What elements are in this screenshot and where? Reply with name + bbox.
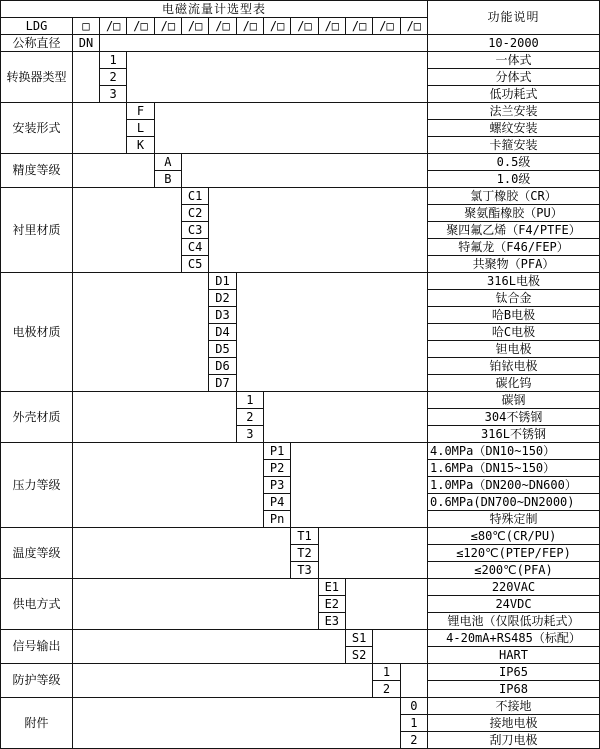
option-desc: HART	[428, 647, 600, 664]
option-desc: ≤80℃(CR/PU)	[428, 528, 600, 545]
option-desc: 0.6MPa(DN700~DN2000)	[428, 494, 600, 511]
option-desc: ≤120℃(PTEP/FEP)	[428, 545, 600, 562]
option-row	[1, 698, 600, 715]
option-desc: 钛合金	[428, 290, 600, 307]
field-label: 附件	[1, 698, 73, 749]
option-desc: 304不锈钢	[428, 409, 600, 426]
option-code: L	[127, 120, 154, 137]
option-desc: 220VAC	[428, 579, 600, 596]
field-label: 衬里材质	[1, 188, 73, 273]
model-prefix: LDG	[1, 18, 73, 35]
option-code: 2	[236, 409, 263, 426]
option-code: D7	[209, 375, 236, 392]
field-right-gap	[100, 35, 428, 52]
option-desc: 螺纹安装	[428, 120, 600, 137]
option-desc: 一体式	[428, 52, 600, 69]
field-label: 压力等级	[1, 443, 73, 528]
field-left-gap	[73, 630, 346, 664]
field-right-gap	[291, 443, 428, 528]
option-code: 2	[400, 732, 427, 749]
field-right-gap	[181, 154, 427, 188]
option-desc: 4.0MPa（DN10~150）	[428, 443, 600, 460]
option-desc: 特殊定制	[428, 511, 600, 528]
option-desc: 碳钢	[428, 392, 600, 409]
option-desc: 4-20mA+RS485（标配）	[428, 630, 600, 647]
field-label: 精度等级	[1, 154, 73, 188]
field-label: 防护等级	[1, 664, 73, 698]
field-left-gap	[73, 154, 155, 188]
field-left-gap	[73, 103, 127, 154]
option-code: D4	[209, 324, 236, 341]
field-left-gap	[73, 392, 237, 443]
option-row	[1, 579, 600, 596]
option-code: P4	[263, 494, 290, 511]
option-desc: 铂铱电极	[428, 358, 600, 375]
option-code: D3	[209, 307, 236, 324]
field-right-gap	[154, 103, 427, 154]
field-label: 温度等级	[1, 528, 73, 579]
model-slot-cell: /□	[318, 18, 345, 35]
option-code: 2	[100, 69, 127, 86]
field-right-gap	[400, 664, 427, 698]
option-code: T3	[291, 562, 318, 579]
option-code: D6	[209, 358, 236, 375]
option-code: E2	[318, 596, 345, 613]
option-desc: 接地电极	[428, 715, 600, 732]
option-row	[1, 443, 600, 460]
option-desc: 氯丁橡胶（CR）	[428, 188, 600, 205]
option-row	[1, 630, 600, 647]
option-row	[1, 273, 600, 290]
option-row	[1, 52, 600, 69]
field-label: 信号输出	[1, 630, 73, 664]
model-slot-cell: /□	[236, 18, 263, 35]
option-code: C1	[181, 188, 208, 205]
option-code: D2	[209, 290, 236, 307]
model-slot-cell: /□	[100, 18, 127, 35]
option-desc: 聚氨酯橡胶（PU）	[428, 205, 600, 222]
field-label: 安装形式	[1, 103, 73, 154]
option-code: 1	[100, 52, 127, 69]
option-desc: 低功耗式	[428, 86, 600, 103]
option-code: 2	[373, 681, 400, 698]
option-code: C3	[181, 222, 208, 239]
option-code: T2	[291, 545, 318, 562]
option-code: 1	[400, 715, 427, 732]
option-desc: 刮刀电极	[428, 732, 600, 749]
field-left-gap	[73, 579, 319, 630]
option-row	[1, 664, 600, 681]
option-desc: 哈B电极	[428, 307, 600, 324]
field-right-gap	[209, 188, 428, 273]
option-row	[1, 528, 600, 545]
field-left-gap	[73, 528, 291, 579]
model-first-box: □	[73, 18, 100, 35]
field-right-gap	[263, 392, 427, 443]
function-column-header: 功能说明	[428, 1, 600, 35]
title-row	[1, 1, 600, 18]
option-code: D1	[209, 273, 236, 290]
option-code: P3	[263, 477, 290, 494]
option-desc: ≤200℃(PFA)	[428, 562, 600, 579]
option-code: P2	[263, 460, 290, 477]
option-code: E1	[318, 579, 345, 596]
option-code: S1	[345, 630, 372, 647]
field-right-gap	[236, 273, 427, 392]
option-code: E3	[318, 613, 345, 630]
option-desc: 钽电极	[428, 341, 600, 358]
option-desc: 1.0MPa（DN200~DN600）	[428, 477, 600, 494]
option-row	[1, 103, 600, 120]
model-slot-cell: /□	[291, 18, 318, 35]
option-desc: 0.5级	[428, 154, 600, 171]
field-label: 转换器类型	[1, 52, 73, 103]
model-slot-cell: /□	[127, 18, 154, 35]
option-desc: 1.0级	[428, 171, 600, 188]
model-slot-cell: /□	[345, 18, 372, 35]
option-desc: 316L不锈钢	[428, 426, 600, 443]
model-slot-cell: /□	[154, 18, 181, 35]
model-slot-cell: /□	[209, 18, 236, 35]
option-desc: 316L电极	[428, 273, 600, 290]
option-code: 3	[100, 86, 127, 103]
field-label: 公称直径	[1, 35, 73, 52]
option-code: C2	[181, 205, 208, 222]
option-row	[1, 154, 600, 171]
field-right-gap	[127, 52, 428, 103]
option-code: S2	[345, 647, 372, 664]
option-code: 1	[236, 392, 263, 409]
option-desc: 24VDC	[428, 596, 600, 613]
field-left-gap	[73, 52, 100, 103]
option-desc: 法兰安装	[428, 103, 600, 120]
field-label: 外壳材质	[1, 392, 73, 443]
option-code: P1	[263, 443, 290, 460]
option-desc: 碳化钨	[428, 375, 600, 392]
option-desc: 特氟龙（F46/FEP）	[428, 239, 600, 256]
option-desc: 分体式	[428, 69, 600, 86]
field-left-gap	[73, 664, 373, 698]
model-slot-cell: /□	[181, 18, 208, 35]
option-code: F	[127, 103, 154, 120]
option-code: A	[154, 154, 181, 171]
field-label: 供电方式	[1, 579, 73, 630]
option-code: C5	[181, 256, 208, 273]
option-code: T1	[291, 528, 318, 545]
field-left-gap	[73, 188, 182, 273]
option-row	[1, 392, 600, 409]
option-desc: 10-2000	[428, 35, 600, 52]
field-right-gap	[373, 630, 428, 664]
option-desc: 锂电池（仅限低功耗式）	[428, 613, 600, 630]
option-code: K	[127, 137, 154, 154]
option-row	[1, 35, 600, 52]
option-desc: 聚四氟乙烯（F4/PTFE）	[428, 222, 600, 239]
option-desc: 哈C电极	[428, 324, 600, 341]
option-desc: 卡箍安装	[428, 137, 600, 154]
option-desc: 1.6MPa（DN15~150）	[428, 460, 600, 477]
field-left-gap	[73, 698, 401, 749]
option-code: DN	[73, 35, 100, 52]
selection-table-body	[1, 1, 600, 749]
field-right-gap	[345, 579, 427, 630]
model-slot-cell: /□	[263, 18, 290, 35]
option-code: Pn	[263, 511, 290, 528]
option-row	[1, 188, 600, 205]
option-code: D5	[209, 341, 236, 358]
option-code: 1	[373, 664, 400, 681]
option-desc: 不接地	[428, 698, 600, 715]
option-code: 3	[236, 426, 263, 443]
field-label: 电极材质	[1, 273, 73, 392]
table-title: 电磁流量计选型表	[1, 1, 428, 18]
model-slot-cell: /□	[373, 18, 400, 35]
field-right-gap	[318, 528, 427, 579]
option-code: B	[154, 171, 181, 188]
model-slot-cell: /□	[400, 18, 427, 35]
field-left-gap	[73, 443, 264, 528]
option-desc: 共聚物（PFA）	[428, 256, 600, 273]
option-desc: IP65	[428, 664, 600, 681]
option-desc: IP68	[428, 681, 600, 698]
option-code: C4	[181, 239, 208, 256]
option-code: 0	[400, 698, 427, 715]
field-left-gap	[73, 273, 209, 392]
